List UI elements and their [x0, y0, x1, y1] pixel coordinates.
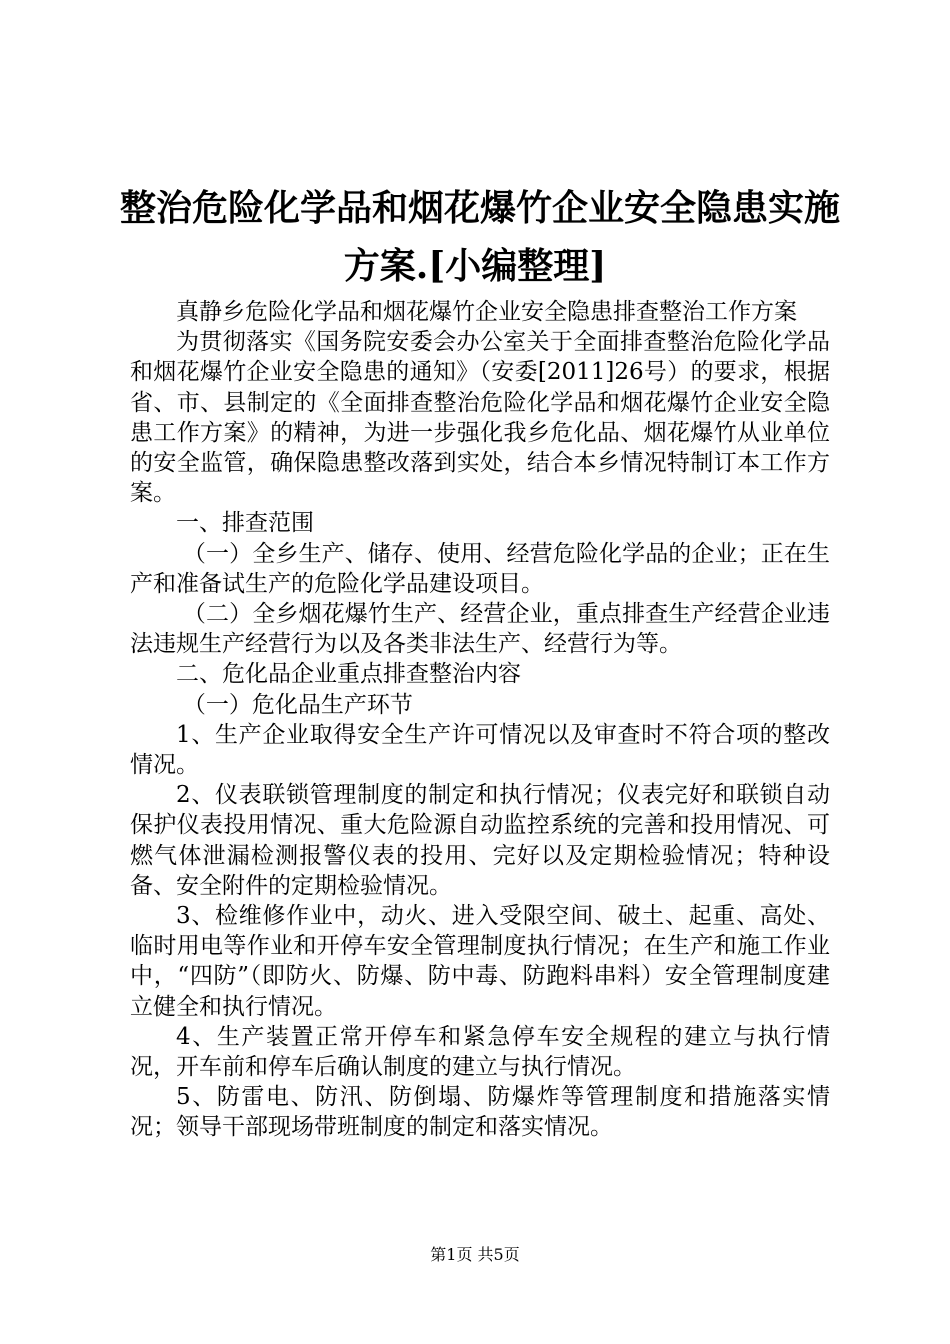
document-title-line-1: 整治危险化学品和烟花爆竹企业安全隐患实施 — [120, 187, 841, 229]
page-number-footer: 第1页 共5页 — [430, 1245, 520, 1264]
subheading-production: （一）危化品生产环节 — [182, 691, 413, 718]
document-body — [130, 297, 830, 1143]
paragraph-item-4: 4、生产装置正常开停车和紧急停车安全规程的建立与执行情况，开车前和停车后确认制度的建立与执行情况。 — [130, 1023, 830, 1081]
paragraph-plan-name: 真静乡危险化学品和烟花爆竹企业安全隐患排查整治工作方案 — [176, 299, 797, 325]
paragraph-item-3: 3、检维修作业中，动火、进入受限空间、破土、起重、高处、临时用电等作业和开停车安全管理制度执行情况；在生产和施工作业中，“四防”（即防火、防爆、防中毒、防跑料串料）安全管理制度建立健全和执行情况。 — [130, 903, 830, 1020]
paragraph-scope-1: （一）全乡生产、储存、使用、经营危险化学品的企业；正在生产和准备试生产的危险化学品建设项目。 — [130, 540, 830, 597]
heading-inspection-content: 二、危化品企业重点排查整治内容 — [176, 661, 521, 688]
paragraph-scope-2: （二）全乡烟花爆竹生产、经营企业，重点排查生产经营企业违法违规生产经营行为以及各类非法生产、经营行为等。 — [130, 601, 830, 658]
paragraph-item-5: 5、防雷电、防汛、防倒塌、防爆炸等管理制度和措施落实情况；领导干部现场带班制度的制定和落实情况。 — [130, 1084, 830, 1141]
paragraph-intro: 为贯彻落实《国务院安委会办公室关于全面排查整治危险化学品和烟花爆竹企业安全隐患的通知》（安委[2011]26号）的要求，根据省、市、县制定的《全面排查整治危险化学品和烟花爆竹企业安全隐患工作方案》的精神，为进一步强化我乡危化品、烟花爆竹从业单位的安全监管，确保隐患整改落到实处，结合本乡情况特制订本工作方案。 — [130, 329, 830, 507]
heading-scope: 一、排查范围 — [176, 510, 314, 537]
document-title-line-2: 方案.[小编整理] — [343, 245, 607, 287]
paragraph-item-1: 1、生产企业取得安全生产许可情况以及审查时不符合项的整改情况。 — [130, 721, 830, 779]
paragraph-item-2: 2、仪表联锁管理制度的制定和执行情况；仪表完好和联锁自动保护仪表投用情况、重大危险源自动监控系统的完善和投用情况、可燃气体泄漏检测报警仪表的投用、完好以及定期检验情况；特种设备、安全附件的定期检验情况。 — [130, 782, 830, 899]
